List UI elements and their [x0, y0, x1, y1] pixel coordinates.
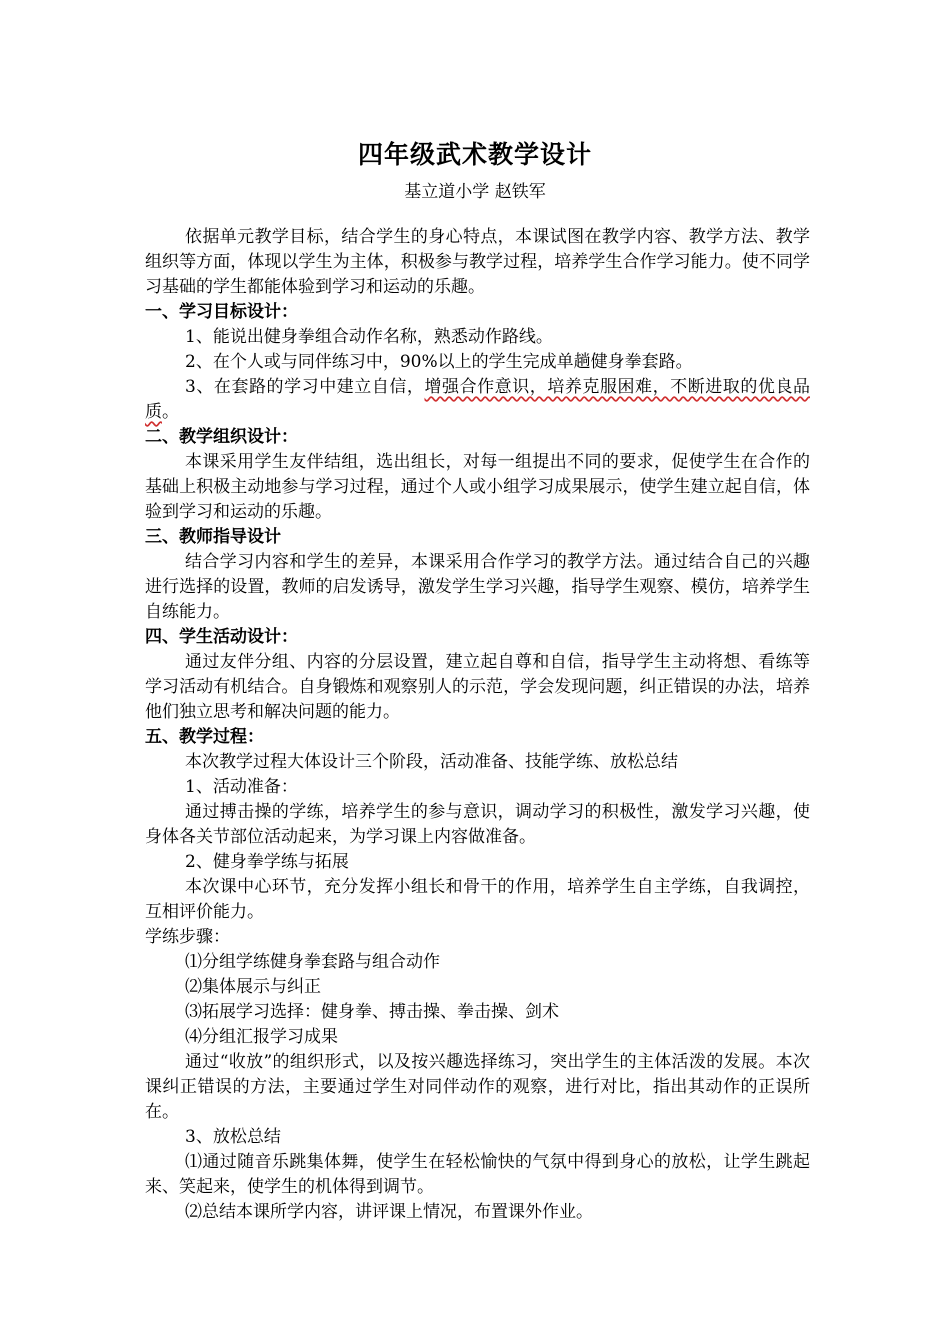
- section-heading-teacher-guidance: 三、教师指导设计: [145, 527, 281, 547]
- stage-3-item: ⑴通过随音乐跳集体舞，使学生在轻松愉快的气氛中得到身心的放松，让学生跳起来、笑起来，使学生的机体得到调节。: [145, 1152, 810, 1197]
- stage-2-heading: 2、健身拳学练与拓展: [185, 852, 349, 872]
- goal-item: 1、能说出健身拳组合动作名称，熟悉动作路线。: [185, 327, 553, 347]
- document-title: 四年级武术教学设计: [357, 140, 592, 169]
- stage-1-heading: 1、活动准备：: [185, 777, 298, 797]
- document-author: 基立道小学 赵铁军: [404, 182, 546, 202]
- section-heading-learning-goals: 一、学习目标设计：: [145, 302, 298, 322]
- section-heading-organization: 二、教学组织设计：: [145, 427, 298, 447]
- step-item: ⑵集体展示与纠正: [185, 977, 321, 997]
- grammar-marked-text: 增强合作意识，培养克服困难，不断进取的优良品质: [145, 377, 810, 422]
- step-item: ⑷分组汇报学习成果: [185, 1027, 338, 1047]
- document-body: [145, 225, 810, 1225]
- organization-paragraph: 本课采用学生友伴结组，选出组长，对每一组提出不同的要求，促使学生在合作的基础上积极主动地参与学习过程，通过个人或小组学习成果展示，使学生建立起自信，体验到学习和运动的乐趣。: [145, 452, 810, 522]
- intro-paragraph: 依据单元教学目标，结合学生的身心特点，本课试图在教学内容、教学方法、教学组织等方面，体现以学生为主体，积极参与教学过程，培养学生合作学习能力。使不同学习基础的学生都能体验到学习和运动的乐趣。: [145, 227, 810, 297]
- goal-item-3-suffix: 。: [162, 402, 179, 422]
- teacher-guidance-paragraph: 结合学习内容和学生的差异，本课采用合作学习的教学方法。通过结合自己的兴趣进行选择的设置，教师的启发诱导，激发学生学习兴趣，指导学生观察、模仿，培养学生自练能力。: [145, 552, 810, 622]
- goal-item-3-prefix: 3、在套路的学习中建立自信，: [185, 377, 425, 397]
- process-overview: 本次教学过程大体设计三个阶段，活动准备、技能学练、放松总结: [185, 752, 678, 772]
- stage-3-item: ⑵总结本课所学内容，讲评课上情况，布置课外作业。: [185, 1202, 593, 1222]
- step-item: ⑴分组学练健身拳套路与组合动作: [185, 952, 440, 972]
- student-activity-paragraph: 通过友伴分组、内容的分层设置，建立起自尊和自信，指导学生主动将想、看练等学习活动有机结合。自身锻炼和观察别人的示范，学会发现问题，纠正错误的办法，培养他们独立思考和解决问题的能力。: [145, 652, 810, 722]
- goal-item: 2、在个人或与同伴练习中，90%以上的学生完成单趟健身拳套路。: [185, 352, 693, 372]
- stage-2-note: 通过“收放”的组织形式，以及按兴趣选择练习，突出学生的主体活泼的发展。本次课纠正错误的方法，主要通过学生对同伴动作的观察，进行对比，指出其动作的正误所在。: [145, 1052, 810, 1122]
- stage-1-paragraph: 通过搏击操的学练，培养学生的参与意识，调动学习的积极性，激发学习兴趣，使身体各关节部位活动起来，为学习课上内容做准备。: [145, 802, 810, 847]
- stage-3-heading: 3、放松总结: [185, 1127, 281, 1147]
- step-item: ⑶拓展学习选择：健身拳、搏击操、拳击操、剑术: [185, 1002, 559, 1022]
- steps-label: 学练步骤：: [145, 927, 230, 947]
- section-heading-student-activity: 四、学生活动设计：: [145, 627, 298, 647]
- section-heading-teaching-process: 五、教学过程：: [145, 727, 264, 747]
- goal-item-3: [145, 375, 810, 425]
- stage-2-paragraph: 本次课中心环节，充分发挥小组长和骨干的作用，培养学生自主学练，自我调控，互相评价能力。: [145, 877, 810, 922]
